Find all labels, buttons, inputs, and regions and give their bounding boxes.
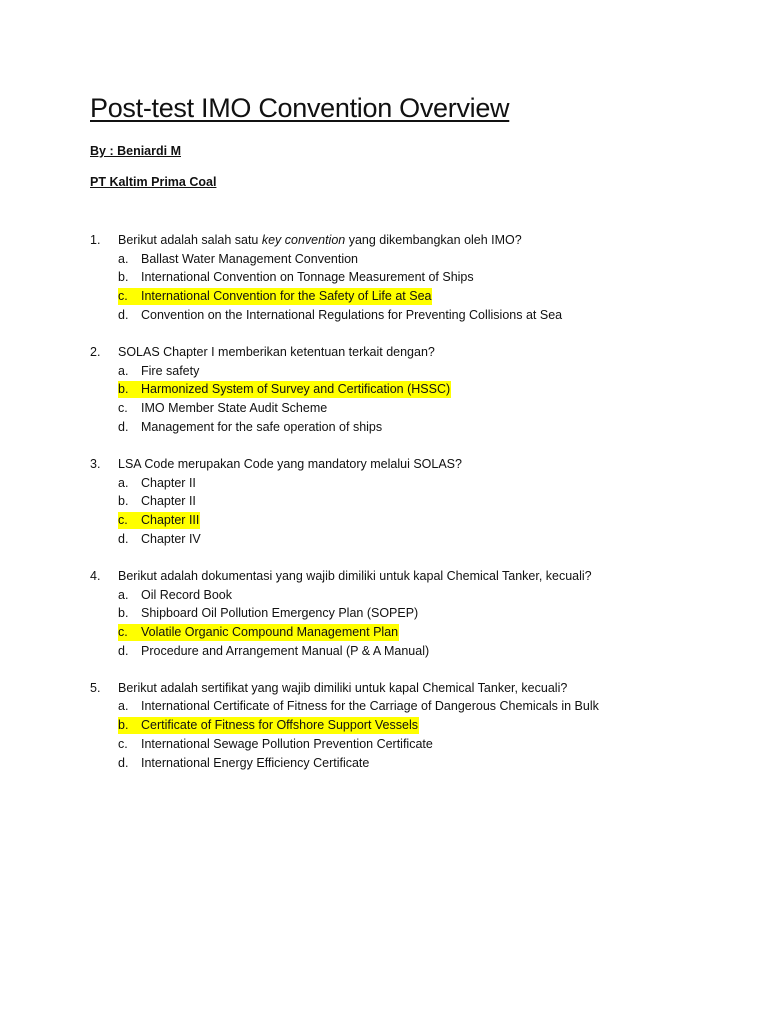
option-row — [0, 716, 768, 735]
question-1 — [0, 231, 768, 324]
question-text — [118, 231, 522, 250]
option-text: International Convention for the Safety of Life at Sea — [141, 289, 432, 304]
question-text: Berikut adalah sertifikat yang wajib dimiliki untuk kapal Chemical Tanker, kecuali? — [118, 680, 568, 695]
option-text: Harmonized System of Survey and Certification (HSSC) — [141, 382, 451, 397]
question-5 — [0, 679, 768, 772]
question-3 — [0, 455, 768, 548]
question-3-row — [0, 455, 768, 474]
author-line: By : Beniardi M — [90, 144, 181, 158]
option-letter: d. — [118, 643, 129, 658]
option-text: Ballast Water Management Convention — [141, 251, 359, 266]
option-text: Chapter III — [141, 512, 200, 527]
option-row — [0, 250, 768, 269]
option-letter: c. — [118, 512, 128, 527]
option-row — [0, 268, 768, 287]
option-row — [0, 511, 768, 530]
question-4 — [0, 567, 768, 660]
option-text: Chapter II — [141, 494, 196, 509]
option-text: Management for the safe operation of ships — [141, 419, 383, 434]
option-letter: c. — [118, 289, 128, 304]
question-number: 5. — [90, 680, 101, 695]
option-row — [0, 530, 768, 549]
option-row — [0, 586, 768, 605]
option-row — [0, 306, 768, 325]
option-text: Fire safety — [141, 363, 200, 378]
question-text-end: yang dikembangkan oleh IMO? — [345, 233, 522, 247]
option-letter: b. — [118, 606, 129, 621]
question-2 — [0, 343, 768, 436]
option-letter: d. — [118, 531, 129, 546]
option-letter: a. — [118, 251, 129, 266]
option-row — [0, 697, 768, 716]
option-text: Volatile Organic Compound Management Plan — [141, 624, 399, 639]
option-text: International Sewage Pollution Prevention Certificate — [141, 736, 433, 751]
option-row — [0, 399, 768, 418]
option-text: IMO Member State Audit Scheme — [141, 401, 328, 415]
option-text: International Convention on Tonnage Measurement of Ships — [141, 270, 474, 285]
question-text: LSA Code merupakan Code yang mandatory melalui SOLAS? — [118, 456, 462, 471]
option-letter: a. — [118, 587, 129, 602]
option-letter: b. — [118, 270, 129, 285]
option-row — [0, 642, 768, 661]
option-row — [0, 604, 768, 623]
option-text: Oil Record Book — [141, 587, 233, 602]
option-text: Convention on the International Regulations for Preventing Collisions at Sea — [141, 307, 563, 322]
question-number: 4. — [90, 568, 101, 583]
option-row — [0, 492, 768, 511]
option-letter: d. — [118, 755, 129, 770]
question-text-italic: key convention — [261, 233, 346, 247]
option-letter: d. — [118, 419, 129, 434]
question-number: 1. — [90, 233, 101, 247]
option-row — [0, 623, 768, 642]
option-text: Shipboard Oil Pollution Emergency Plan (SOPEP) — [141, 606, 419, 621]
option-letter: c. — [118, 624, 128, 639]
option-row — [0, 474, 768, 493]
option-letter: b. — [118, 382, 129, 397]
option-text: Procedure and Arrangement Manual (P & A Manual) — [141, 643, 430, 658]
option-text: Chapter IV — [141, 531, 201, 546]
question-list — [0, 231, 768, 791]
option-letter: c. — [118, 736, 128, 751]
option-text: International Energy Efficiency Certificate — [141, 755, 370, 770]
question-number: 3. — [90, 456, 101, 471]
option-letter: c. — [118, 401, 128, 415]
option-letter: a. — [118, 363, 129, 378]
option-row — [0, 418, 768, 437]
document-title: Post-test IMO Convention Overview — [90, 93, 510, 123]
question-number: 2. — [90, 344, 101, 359]
option-letter: a. — [118, 699, 129, 714]
question-text: Berikut adalah dokumentasi yang wajib dimiliki untuk kapal Chemical Tanker, kecuali? — [118, 568, 592, 583]
question-1-row — [0, 231, 768, 250]
option-row — [0, 362, 768, 381]
option-row — [0, 380, 768, 399]
question-text: SOLAS Chapter I memberikan ketentuan terkait dengan? — [118, 344, 435, 359]
option-row — [0, 735, 768, 754]
option-row — [0, 287, 768, 306]
option-letter: b. — [118, 494, 129, 509]
option-text: International Certificate of Fitness for the Carriage of Dangerous Chemicals in Bulk — [141, 699, 599, 714]
question-5-row — [0, 679, 768, 698]
question-4-row — [0, 567, 768, 586]
option-text: Chapter II — [141, 475, 196, 490]
option-letter: b. — [118, 718, 129, 733]
option-row — [0, 754, 768, 773]
option-letter: d. — [118, 307, 129, 322]
option-text: Certificate of Fitness for Offshore Support Vessels — [141, 718, 418, 733]
option-letter: a. — [118, 475, 129, 490]
question-text-start: Berikut adalah salah satu — [118, 233, 262, 247]
company-line: PT Kaltim Prima Coal — [90, 175, 217, 189]
question-2-row — [0, 343, 768, 362]
